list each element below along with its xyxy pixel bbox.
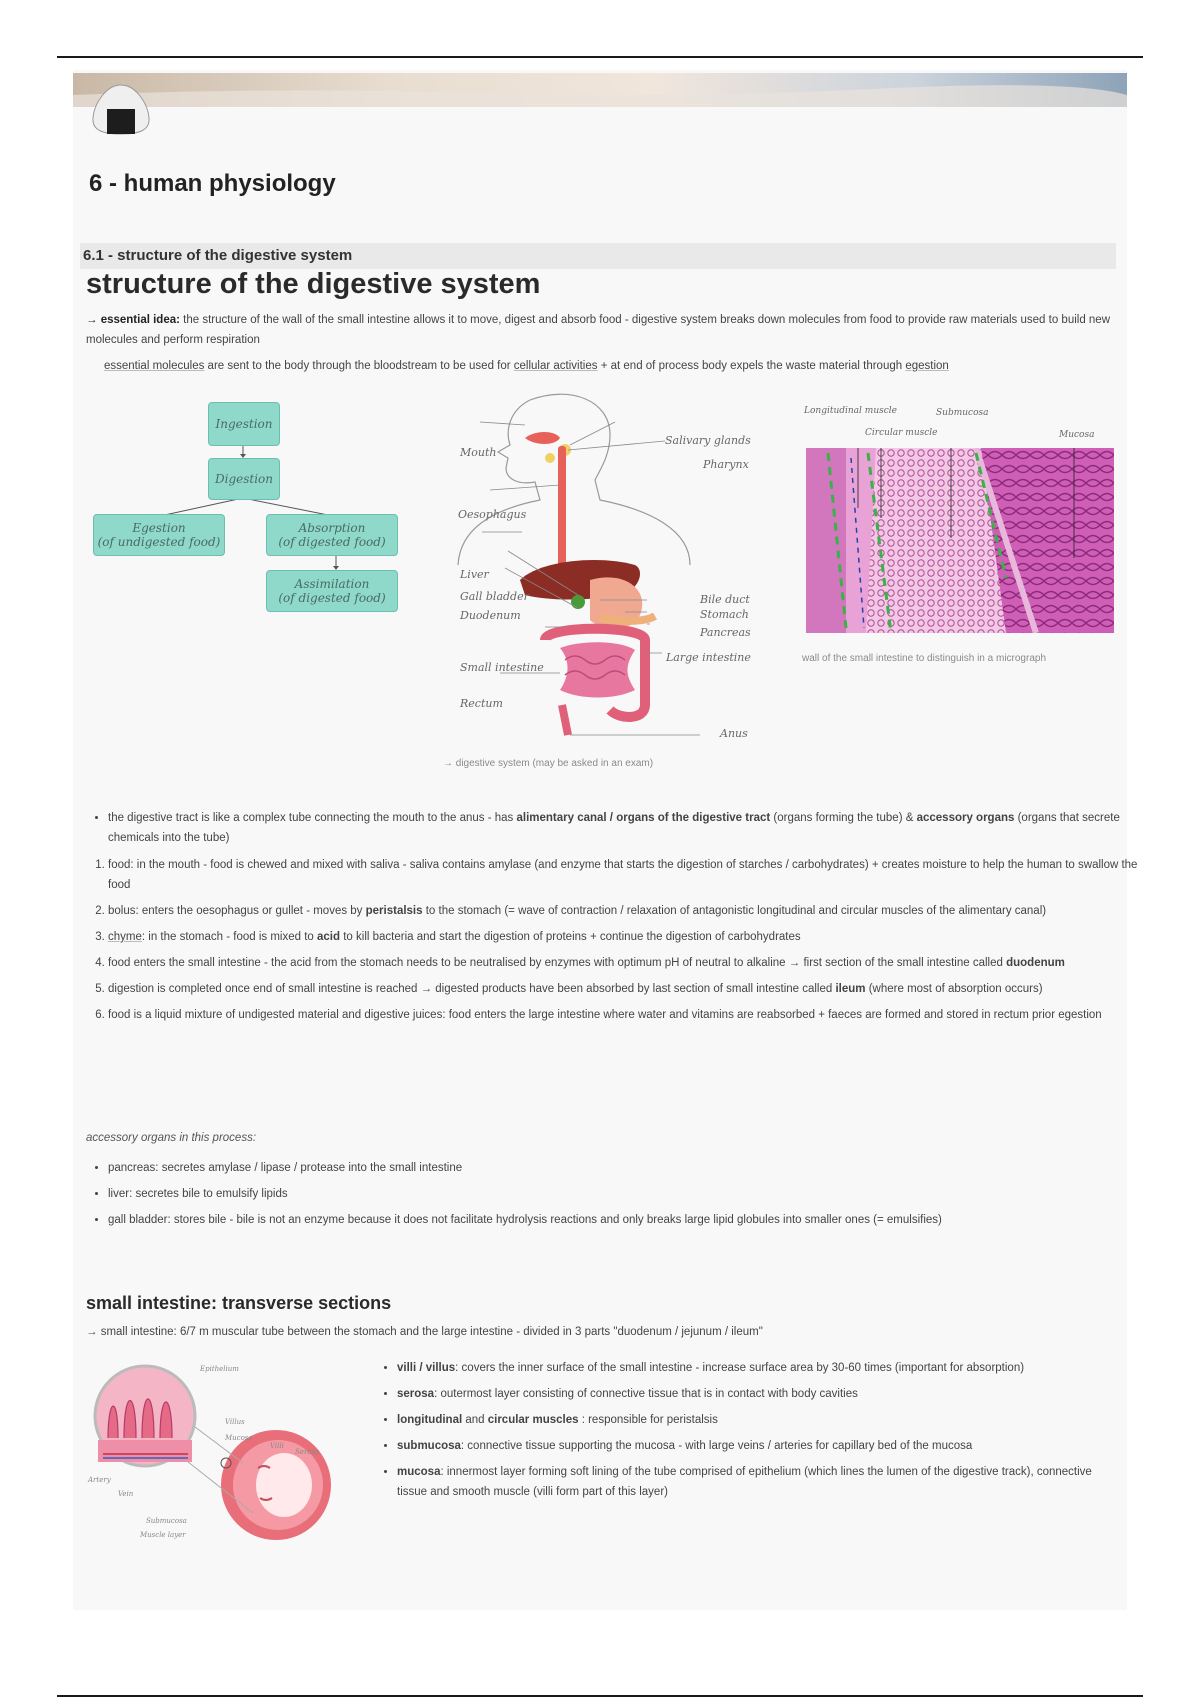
flow-egestion: Egestion (of undigested food): [93, 514, 225, 556]
essential-idea: → essential idea: the structure of the wall of the small intestine allows it to move, digest and absorb food - digestive system breaks down molecules from food to provide raw materials used to build new molecules and perform respiration: [86, 314, 1111, 346]
tract-bullet-list: [86, 808, 1138, 854]
label-vein: Vein: [118, 1490, 134, 1498]
list-item: • villi / villus: covers the inner surface of the small intestine - increase surface area by 30-60 times (important for absorption): [397, 1358, 1097, 1378]
rice-ball-icon: [88, 82, 154, 136]
intestine-layers-list: [375, 1358, 1097, 1508]
label-large-intestine: Large intestine: [666, 651, 751, 664]
digestive-system-caption: → digestive system (may be asked in an exam): [443, 758, 654, 769]
label-mucosa-diagram: Mucosa: [225, 1434, 253, 1442]
list-item: 4. food enters the small intestine - the acid from the stomach needs to be neutralised by enzymes with optimum pH of neutral to alkaline → first section of the small intestine called duodenum: [108, 953, 1138, 973]
list-item: • the digestive tract is like a complex tube connecting the mouth to the anus - has alimentary canal / organs of the digestive tract (organs forming the tube) & accessory organs (organs that secrete chemicals into the tube): [108, 808, 1138, 848]
section-label-bar: [80, 243, 1116, 269]
label-pancreas: Pancreas: [700, 626, 751, 639]
top-rule: [57, 56, 1143, 58]
list-item: • serosa: outermost layer consisting of connective tissue that is in contact with body cavities: [397, 1384, 1097, 1404]
list-item: 2. bolus: enters the oesophagus or gullet - moves by peristalsis to the stomach (= wave of contraction / relaxation of antagonistic longitudinal and circular muscles of the alimentary canal): [108, 901, 1138, 921]
page-title: 6 - human physiology: [89, 170, 336, 197]
label-artery: Artery: [88, 1476, 111, 1484]
micrograph-caption: wall of the small intestine to distinguish in a micrograph: [802, 653, 1047, 664]
flow-absorption: Absorption (of digested food): [266, 514, 398, 556]
section-label: 6.1 - structure of the digestive system: [83, 247, 353, 264]
transverse-section-diagram: [88, 1358, 358, 1558]
flow-assimilation: Assimilation (of digested food): [266, 570, 398, 612]
label-villus: Villus: [225, 1418, 245, 1426]
essential-molecules-note: essential molecules are sent to the body through the bloodstream to be used for cellular activities + at end of process body expels the waste material through egestion: [104, 360, 949, 372]
list-item: 1. food: in the mouth - food is chewed and mixed with saliva - saliva contains amylase (and enzyme that starts the digestion of starches / carbohydrates) + creates moisture to help the human to swallow the food: [108, 855, 1138, 895]
label-bile-duct: Bile duct: [700, 593, 750, 606]
digestion-steps-list: [86, 855, 1138, 1031]
list-item: • liver: secretes bile to emulsify lipids: [108, 1184, 1138, 1204]
label-anus: Anus: [720, 727, 748, 740]
accessory-organs-heading: accessory organs in this process:: [86, 1132, 257, 1144]
cover-banner: [73, 73, 1127, 107]
label-pharynx: Pharynx: [703, 458, 749, 471]
label-serosa: Serosa: [295, 1448, 320, 1456]
label-mouth: Mouth: [460, 446, 497, 459]
label-submucosa-diagram: Submucosa: [146, 1517, 187, 1525]
label-stomach: Stomach: [700, 608, 749, 621]
list-item: • gall bladder: stores bile - bile is not an enzyme because it does not facilitate hydrolysis reactions and only breaks large lipid globules into smaller ones (= emulsifies): [108, 1210, 1138, 1230]
label-epithelium: Epithelium: [200, 1365, 239, 1373]
label-liver: Liver: [460, 568, 489, 581]
small-intestine-intro: → small intestine: 6/7 m muscular tube between the stomach and the large intestine - divided in 3 parts "duodenum / jejunum / ileum": [86, 1326, 763, 1338]
list-item: 3. chyme: in the stomach - food is mixed to acid to kill bacteria and start the digestion of proteins + continue the digestion of carbohydrates: [108, 927, 1138, 947]
label-salivary-glands: Salivary glands: [665, 434, 751, 447]
small-intestine-heading: small intestine: transverse sections: [86, 1293, 392, 1313]
flow-digestion: Digestion: [208, 458, 280, 500]
label-submucosa: Submucosa: [936, 408, 989, 418]
label-duodenum: Duodenum: [460, 609, 521, 622]
label-longitudinal-muscle: Longitudinal muscle: [804, 406, 897, 416]
list-item: • submucosa: connective tissue supporting the mucosa - with large veins / arteries for capillary bed of the mucosa: [397, 1436, 1097, 1456]
label-rectum: Rectum: [460, 697, 503, 710]
label-oesophagus: Oesophagus: [458, 508, 527, 521]
label-muscle-layer: Muscle layer: [140, 1531, 186, 1539]
section-heading: structure of the digestive system: [86, 268, 541, 300]
label-villi: Villi: [270, 1442, 284, 1450]
label-circular-muscle: Circular muscle: [865, 428, 938, 438]
list-item: • pancreas: secretes amylase / lipase / protease into the small intestine: [108, 1158, 1138, 1178]
flow-ingestion: Ingestion: [208, 402, 280, 446]
accessory-organs-list: [86, 1158, 1138, 1236]
intestine-wall-micrograph: [806, 448, 1114, 633]
label-small-intestine: Small intestine: [460, 661, 544, 674]
list-item: • longitudinal and circular muscles : responsible for peristalsis: [397, 1410, 1097, 1430]
label-gall-bladder: Gall bladder: [460, 590, 529, 603]
list-item: 6. food is a liquid mixture of undigested material and digestive juices: food enters the large intestine where water and vitamins are reabsorbed + faeces are formed and stored in rectum prior egestion: [108, 1005, 1138, 1025]
list-item: 5. digestion is completed once end of small intestine is reached → digested products have been absorbed by last section of small intestine called ileum (where most of absorption occurs): [108, 979, 1138, 999]
label-mucosa: Mucosa: [1059, 430, 1095, 440]
list-item: • mucosa: innermost layer forming soft lining of the tube comprised of epithelium (which lines the lumen of the digestive track), connective tissue and smooth muscle (villi form part of this layer): [397, 1462, 1097, 1502]
bottom-rule: [57, 1695, 1143, 1697]
